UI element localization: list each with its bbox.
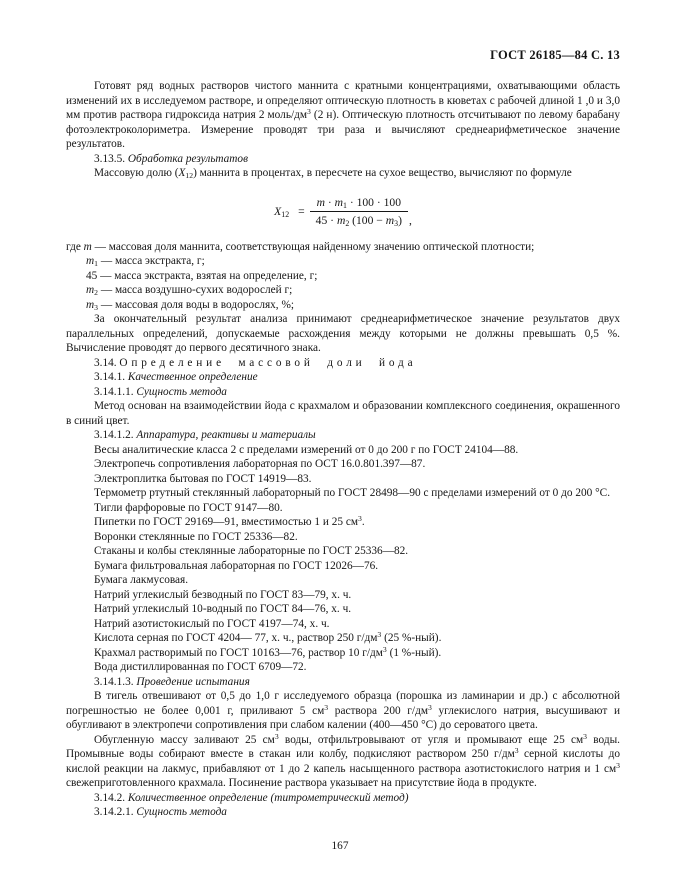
text-run: Сущность метода (136, 806, 227, 818)
text-run: 3 (514, 746, 519, 756)
text-run: Электроплитка бытовая по ГОСТ 14919—83. (94, 472, 312, 485)
text-run: Бумага фильтровальная лабораторная по ГОСТ 12026—76. (94, 559, 379, 572)
paragraph (66, 443, 620, 458)
paragraph (66, 515, 620, 530)
text-run: 3 (358, 514, 362, 524)
text-run: воды, отфильтровывают от угля и промывают еще 25 см (278, 733, 584, 746)
paragraph (66, 166, 620, 181)
paragraph (66, 254, 620, 269)
text-run: X (274, 204, 282, 218)
text-run: 12 (281, 209, 290, 219)
text-run: m (385, 213, 395, 227)
text-run: m (86, 284, 95, 296)
text-run: 3 (583, 731, 587, 741)
text-run: Пипетки по ГОСТ 29169—91, вместимостью 1 и 25 см (94, 516, 359, 528)
text-run: 3.14.2.1. (94, 806, 137, 818)
text-run: 3.14.1.2. (94, 429, 137, 441)
text-run: Воронки стеклянные по ГОСТ 25336—82. (94, 530, 298, 543)
paragraph (66, 602, 620, 617)
text-run: . (361, 516, 365, 528)
text-run: 3.14.1.1. (94, 385, 137, 398)
text-run: воды. Промывные воды собирают вместе в стакан или колбу, подкисляют раствором 250 г/дм (66, 733, 621, 760)
text-run: (25 %-ный). (381, 632, 442, 644)
paragraph (66, 617, 620, 632)
text-run: 1 (94, 259, 99, 269)
page-footer (0, 840, 680, 852)
text-run: Весы аналитические класса 2 с пределами измерений от 0 до 200 г по ГОСТ 24104—88. (94, 443, 519, 456)
text-run: ) маннита в процентах, в пересчете на сухое вещество, вычисляют по формуле (193, 167, 572, 179)
text-run: — масса воздушно-сухих водорослей г; (98, 284, 293, 296)
text-run: Определение массовой доли йода (119, 356, 417, 369)
section-heading (66, 385, 620, 400)
text-run: Вода дистиллированная по ГОСТ 6709—72. (94, 661, 307, 673)
text-run: 3.13.5. (94, 152, 128, 165)
text-run: Натрий углекислый 10-водный по ГОСТ 84—76, х. ч. (94, 603, 352, 615)
section-heading (66, 356, 620, 371)
paragraph (66, 312, 620, 356)
text-run: Обработка результатов (127, 152, 248, 165)
text-run: Количественное определение (титрометрический метод) (127, 791, 409, 804)
denominator (310, 212, 408, 227)
text-run: Аппаратура, реактивы и материалы (136, 429, 316, 441)
text-run: 3.14.2. (94, 791, 128, 804)
equals-sign: = (298, 204, 305, 218)
text-run: где (66, 240, 84, 253)
paragraph (66, 631, 620, 646)
paragraph (66, 544, 620, 559)
text-run: Крахмал растворимый по ГОСТ 10163—76, раствор 10 г/дм (94, 646, 383, 659)
section-heading (66, 152, 620, 167)
text-run: (100 − (349, 213, 386, 227)
paragraph (66, 486, 620, 501)
text-run: (2 н). Оптическую плотность отсчитывают по левому барабану фотоэлектроколориметра. Измерение проводят три раза и вычисляют среднеарифметическое значение результатов. (66, 109, 620, 150)
text-run: Термометр ртутный стеклянный лабораторный по ГОСТ 28498—90 с пределами измерений от 0 до 200 °С. (94, 487, 611, 499)
text-run: 3 (394, 218, 399, 228)
paragraph (66, 588, 620, 603)
text-run: Стаканы и колбы стеклянные лабораторные по ГОСТ 25336—82. (94, 545, 409, 557)
text-run: Тигли фарфоровые по ГОСТ 9147—80. (94, 501, 283, 514)
text-run: За окончательный результат анализа принимают среднеарифметическое значение результатов двух параллельных определений, допускаемые расхождения между которыми не должны превышать 0,5 %. Вычисление проводят до первого десятичного знака. (66, 313, 620, 354)
formula-lhs (274, 205, 289, 218)
section-heading (66, 428, 620, 443)
text-run: (1 %-ный). (386, 646, 442, 659)
text-run: — масса экстракта, г; (98, 255, 205, 267)
text-run: 45 · (315, 213, 337, 227)
text-run: Проведение испытания (136, 675, 250, 688)
text-run: 2 (94, 288, 99, 298)
text-run: 3.14.1. (94, 371, 128, 383)
paragraph (66, 269, 620, 284)
text-run: Сущность метода (136, 385, 227, 398)
text-run: Качественное определение (127, 371, 258, 383)
text-run: · (324, 195, 335, 209)
section-heading (66, 370, 620, 385)
text-run: Массовую долю ( (94, 167, 179, 179)
text-run: m (86, 255, 95, 267)
formula (66, 196, 620, 227)
paragraph (66, 530, 620, 545)
text-run: 3.14. (94, 356, 120, 369)
section-heading (66, 675, 620, 690)
text-run: 3 (307, 107, 311, 117)
paragraph (66, 559, 620, 574)
text-run: m (316, 195, 325, 209)
text-run: m (86, 298, 95, 311)
paragraph (66, 733, 620, 791)
formula-comma: , (408, 213, 412, 227)
text-run: 3 (616, 760, 620, 770)
text-run: Натрий азотистокислый по ГОСТ 4197—74, х. ч. (94, 617, 330, 630)
text-run: 3 (274, 731, 279, 741)
text-run: Электропечь сопротивления лабораторная по ОСТ 16.0.801.397—87. (94, 458, 426, 470)
text-run: — массовая доля воды в водорослях, %; (98, 298, 294, 311)
section-heading (66, 791, 620, 806)
text-run: углекислого натрия, высушивают и обугливают в электропечи сопротивления при слабом калении (400—450 °С) до сероватого цвета. (66, 704, 620, 731)
text-run: 3 (324, 702, 329, 712)
text-run: 1 (342, 200, 347, 210)
text-run: 3.14.1.3. (94, 675, 137, 688)
paragraph (66, 457, 620, 472)
text-run: · 100 · 100 (346, 195, 402, 209)
text-run: 3 (427, 702, 432, 712)
paragraph (66, 283, 620, 298)
text-run: m (336, 213, 346, 227)
paragraph (66, 472, 620, 487)
paragraph (66, 689, 620, 733)
paragraph (66, 79, 620, 152)
text-run: Обугленную массу заливают 25 см (94, 733, 275, 746)
text-run: серной кислоты до кислой реакции на лакмус, прибавляют от 1 до 2 капель насыщенного раствора азотистокислого натрия и 1 см (66, 748, 620, 775)
paragraph (66, 501, 620, 516)
text-run: 12 (185, 171, 194, 181)
text-run: ) (398, 213, 402, 227)
paragraph (66, 399, 620, 428)
text-run: X (178, 167, 186, 179)
text-run: Натрий углекислый безводный по ГОСТ 83—79, х. ч. (94, 588, 352, 601)
section-heading (66, 805, 620, 820)
text-run: В тигель отвешивают от 0,5 до 1,0 г исследуемого образца (порошка из ламинарии и др.) с абсолютной погрешностью не более 0,001 г, приливают 5 см (66, 690, 620, 717)
text-run: — массовая доля маннита, соответствующая найденному значению оптической плотности; (91, 240, 535, 253)
page-number: 167 (331, 840, 349, 852)
fraction (310, 196, 408, 227)
paragraph (66, 660, 620, 675)
text-run: 3 (377, 630, 382, 640)
numerator (310, 196, 408, 212)
text-run: 45 — масса экстракта, взятая на определение, г; (86, 269, 318, 282)
text-run: раствора 200 г/дм (328, 704, 428, 717)
text-run: свежеприготовленного крахмала. Посинение раствора указывает на присутствие йода в продукте. (66, 777, 537, 789)
document-body (66, 79, 620, 820)
text-run: Бумага лакмусовая. (94, 574, 189, 586)
paragraph (66, 646, 620, 661)
text-run: m (334, 195, 343, 209)
text-run: 3 (382, 644, 387, 654)
text-run: 2 (345, 218, 350, 228)
text-run: Кислота серная по ГОСТ 4204— 77, х. ч., раствор 250 г/дм (94, 632, 378, 644)
text-run: Готовят ряд водных растворов чистого маннита с кратными концентрациями, охватывающими область изменений их в исследуемом растворе, и определяют оптическую плотность в кюветах с рабочей длиной 1 ,0 и 3,0 мм против раствора гидроксида натрия 2 моль/дм (66, 80, 620, 121)
paragraph (66, 240, 620, 255)
paragraph (66, 298, 620, 313)
text-run: Метод основан на взаимодействии йода с крахмалом и образовании комплексного соединения, окрашенного в синий цвет. (66, 400, 620, 427)
document-code: ГОСТ 26185—84 С. 13 (490, 48, 620, 62)
text-run: m (83, 240, 92, 253)
page-header (66, 48, 620, 63)
text-run: 3 (94, 302, 99, 312)
paragraph (66, 573, 620, 588)
